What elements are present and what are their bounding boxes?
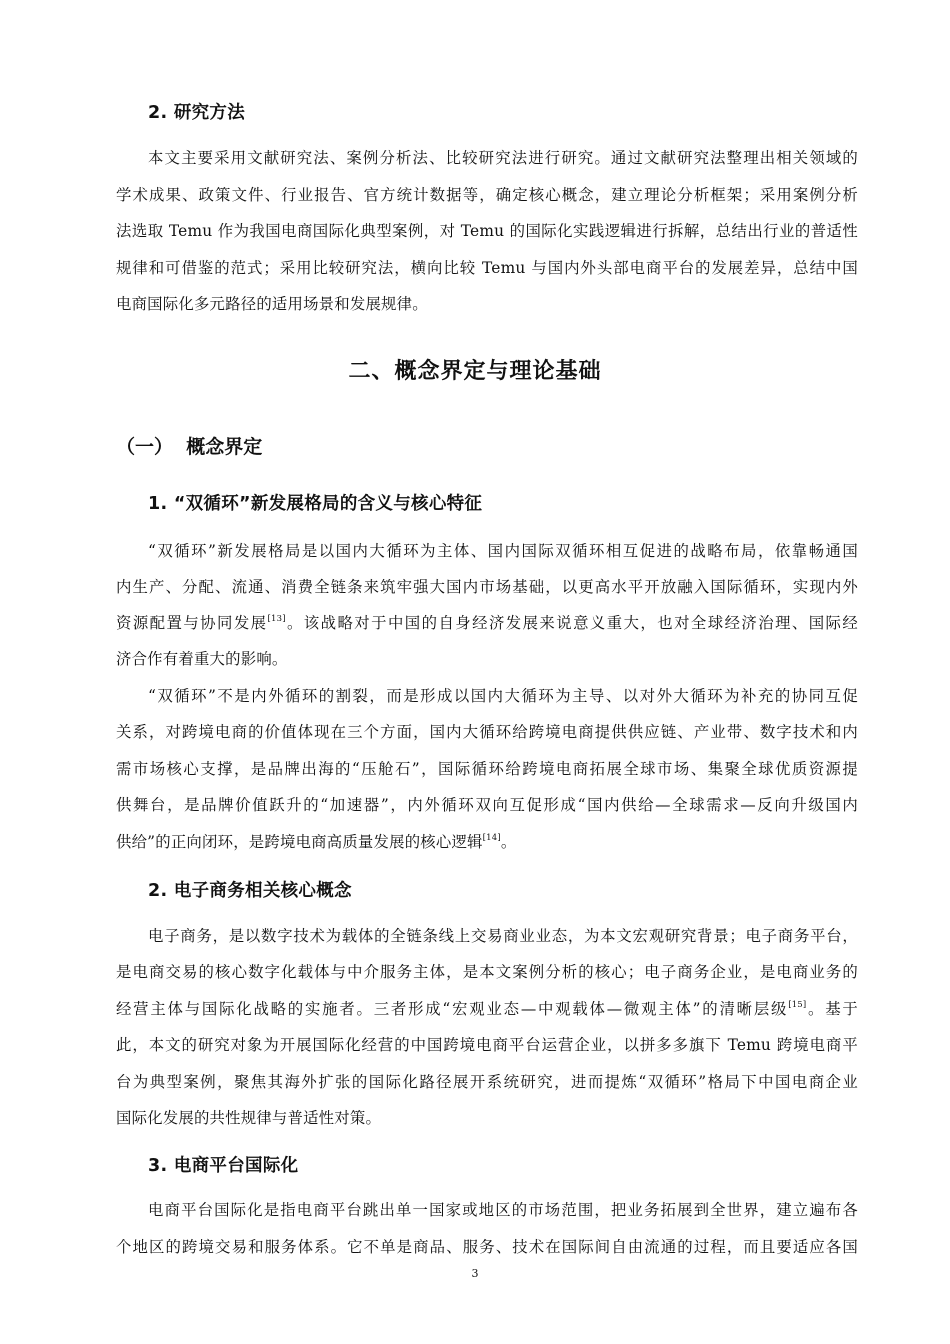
section-title: （一） 概念界定: [116, 436, 263, 458]
citation-ref: [15]: [788, 1000, 807, 1010]
text-span: 。基于: [806, 1000, 858, 1018]
text-span: 。: [500, 833, 517, 851]
heading-platform-internationalization: 3. 电商平台国际化: [148, 1156, 299, 1176]
paragraph-line: [116, 997, 858, 1019]
paragraph-line: 供舞台，是品牌价值跃升的“加速器”，内外循环双向互促形成“国内供给—全球需求—反向升级国内: [116, 796, 858, 814]
paragraph-line: 电子商务，是以数字技术为载体的全链条线上交易商业业态，为本文宏观研究背景；电子商务平台，: [148, 927, 858, 945]
citation-ref: [14]: [482, 833, 501, 843]
text-span: 供给”的正向闭环，是跨境电商高质量发展的核心逻辑: [116, 833, 483, 851]
paragraph-line: 内生产、分配、流通、消费全链条来筑牢强大国内市场基础，以更高水平开放融入国际循环，实现内外: [116, 578, 858, 596]
text-span: 经营主体与国际化战略的实施者。三者形成“宏观业态—中观载体—微观主体”的清晰层级: [116, 1000, 789, 1018]
paragraph-line: 济合作有着重大的影响。: [116, 650, 288, 668]
paragraph-line: 台为典型案例，聚焦其海外扩张的国际化路径展开系统研究，进而提炼“双循环”格局下中国电商企业: [116, 1073, 858, 1091]
paragraph-line: “双循环”不是内外循环的割裂，而是形成以国内大循环为主导、以对外大循环为补充的协同互促: [148, 687, 858, 705]
paragraph-line: [116, 830, 858, 852]
text-span: 资源配置与协同发展: [116, 614, 268, 632]
text-span: 。该战略对于中国的自身经济发展来说意义重大，也对全球经济治理、国际经: [285, 614, 858, 632]
paragraph-line: 需市场核心支撑，是品牌出海的“压舱石”，国际循环给跨境电商拓展全球市场、集聚全球优质资源提: [116, 760, 858, 778]
heading-research-method: 2. 研究方法: [148, 103, 246, 123]
paragraph-line: 法选取 Temu 作为我国电商国际化典型案例，对 Temu 的国际化实践逻辑进行拆解，总结出行业的普适性: [116, 222, 858, 240]
paragraph-line: 关系，对跨境电商的价值体现在三个方面，国内大循环给跨境电商提供供应链、产业带、数字技术和内: [116, 723, 858, 741]
paragraph-line: 个地区的跨境交易和服务体系。它不单是商品、服务、技术在国际间自由流通的过程，而且要适应各国: [116, 1238, 858, 1256]
paragraph-line: 国际化发展的共性规律与普适性对策。: [116, 1109, 382, 1127]
paragraph-line: 学术成果、政策文件、行业报告、官方统计数据等，确定核心概念，建立理论分析框架；采用案例分析: [116, 186, 858, 204]
paragraph-line: 本文主要采用文献研究法、案例分析法、比较研究法进行研究。通过文献研究法整理出相关领域的: [148, 149, 858, 167]
paragraph-line: 电商平台国际化是指电商平台跳出单一国家或地区的市场范围，把业务拓展到全世界，建立遍布各: [148, 1201, 858, 1219]
paragraph-line: 电商国际化多元路径的适用场景和发展规律。: [116, 295, 428, 313]
paragraph-line: “双循环”新发展格局是以国内大循环为主体、国内国际双循环相互促进的战略布局，依靠畅通国: [148, 542, 858, 560]
paragraph-line: [116, 611, 858, 633]
paragraph-line: 规律和可借鉴的范式；采用比较研究法，横向比较 Temu 与国内外头部电商平台的发展差异，总结中国: [116, 259, 858, 277]
heading-ecommerce-concepts: 2. 电子商务相关核心概念: [148, 881, 352, 901]
citation-ref: [13]: [267, 614, 286, 624]
heading-dual-circulation: 1. “双循环”新发展格局的含义与核心特征: [148, 494, 483, 514]
page-number: 3: [471, 1267, 479, 1280]
paragraph-line: 是电商交易的核心数字化载体与中介服务主体，是本文案例分析的核心；电子商务企业，是电商业务的: [116, 963, 858, 981]
paragraph-line: 此，本文的研究对象为开展国际化经营的中国跨境电商平台运营企业，以拼多多旗下 Temu 跨境电商平: [116, 1036, 858, 1054]
chapter-title: 二、概念界定与理论基础: [348, 359, 602, 384]
